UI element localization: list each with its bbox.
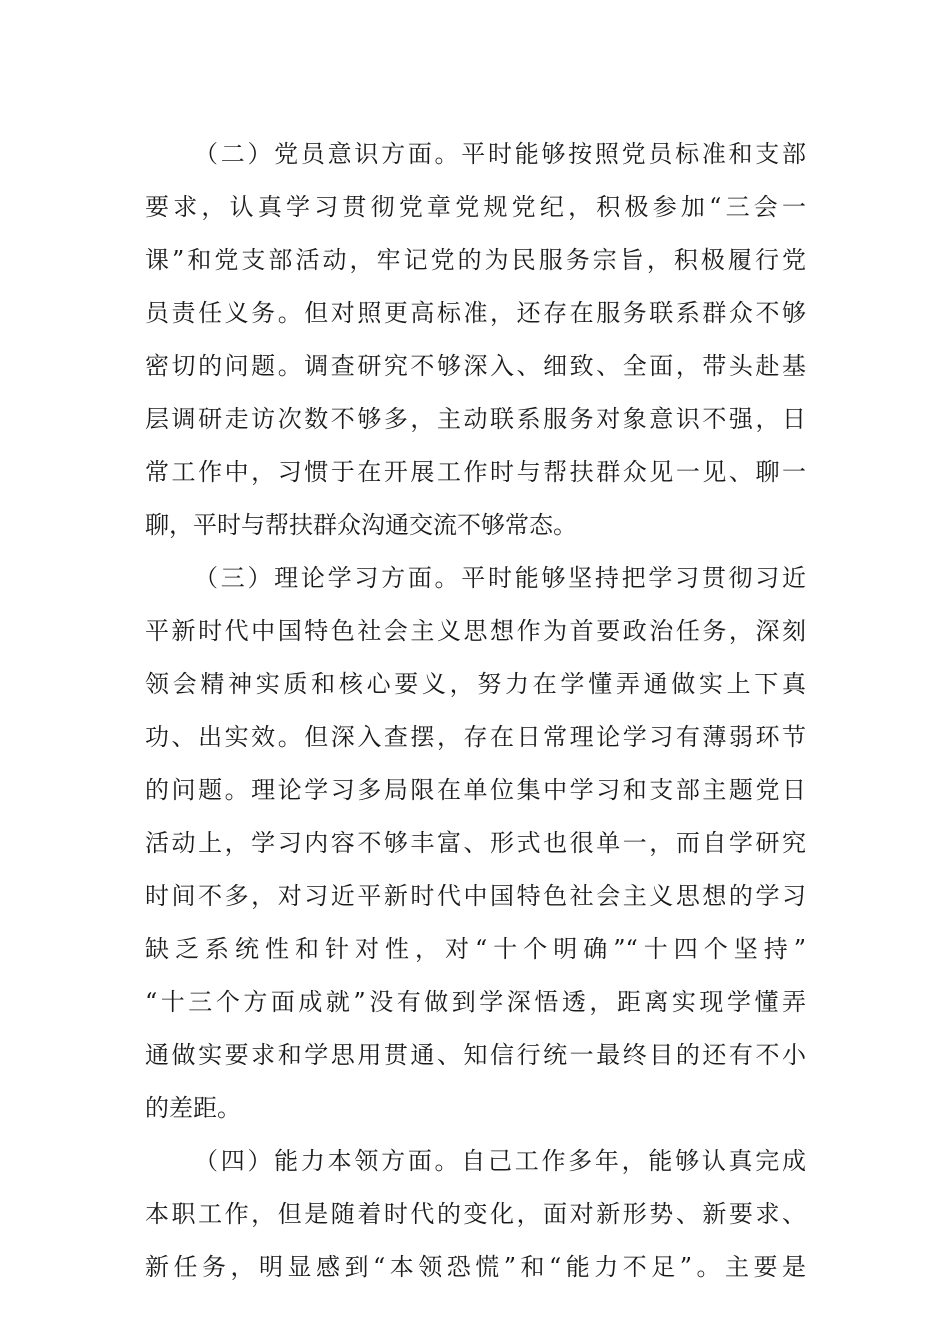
text-line: 员责任义务。但对照更高标准，还存在服务联系群众不够 [145, 299, 806, 327]
document-body [145, 128, 806, 1294]
text-line: 平新时代中国特色社会主义思想作为首要政治任务，深刻 [145, 617, 806, 645]
text-line: （二）党员意识方面。平时能够按照党员标准和支部 [194, 140, 806, 168]
text-line: 常工作中，习惯于在开展工作时与帮扶群众见一见、聊一 [145, 458, 806, 486]
text-line: 时间不多，对习近平新时代中国特色社会主义思想的学习 [145, 882, 806, 910]
text-line: 聊，平时与帮扶群众沟通交流不够常态。 [145, 511, 577, 539]
text-line: 功、出实效。但深入查摆，存在日常理论学习有薄弱环节 [145, 723, 806, 751]
text-line: 要求，认真学习贯彻党章党规党纪，积极参加“三会一 [145, 193, 806, 221]
text-line: （四）能力本领方面。自己工作多年，能够认真完成 [194, 1147, 806, 1175]
text-line: “十三个方面成就”没有做到学深悟透，距离实现学懂弄 [145, 988, 806, 1016]
text-line: 层调研走访次数不够多，主动联系服务对象意识不强，日 [145, 405, 806, 433]
text-line: （三）理论学习方面。平时能够坚持把学习贯彻习近 [194, 564, 806, 592]
paragraph-party-member-awareness [145, 128, 806, 552]
text-line: 通做实要求和学思用贯通、知信行统一最终目的还有不小 [145, 1041, 806, 1069]
text-line: 领会精神实质和核心要义，努力在学懂弄通做实上下真 [145, 670, 806, 698]
text-line: 密切的问题。调查研究不够深入、细致、全面，带头赴基 [145, 352, 806, 380]
text-line: 缺乏系统性和针对性，对“十个明确”“十四个坚持” [145, 935, 806, 963]
text-line: 本职工作，但是随着时代的变化，面对新形势、新要求、 [145, 1200, 806, 1228]
text-line: 的差距。 [145, 1094, 241, 1122]
text-line: 新任务，明显感到“本领恐慌”和“能力不足”。主要是 [145, 1253, 806, 1281]
paragraph-ability-skills [145, 1135, 806, 1294]
text-line: 的问题。理论学习多局限在单位集中学习和支部主题党日 [145, 776, 806, 804]
text-line: 课”和党支部活动，牢记党的为民服务宗旨，积极履行党 [145, 246, 806, 274]
text-line: 活动上，学习内容不够丰富、形式也很单一，而自学研究 [145, 829, 806, 857]
paragraph-theoretical-study [145, 552, 806, 1135]
